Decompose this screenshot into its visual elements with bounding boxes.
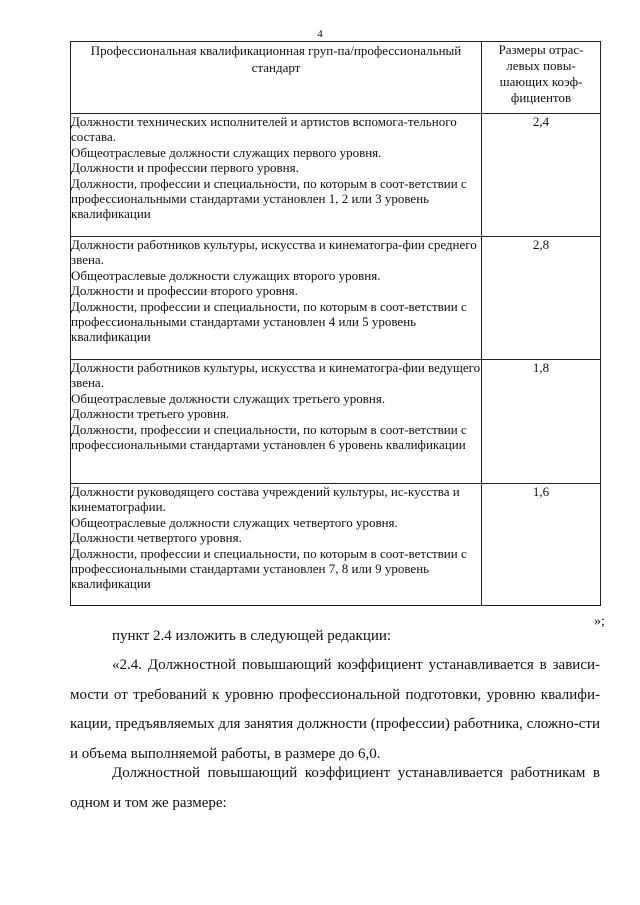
row-paragraph: Должности четвертого уровня. (71, 530, 242, 546)
paragraph-same-size: Должностной повышающий коэффициент устанавливается работникам в одном и том же размере: (70, 765, 600, 811)
row-paragraph: Должности работников культуры, искусства и кинематогра-фии ведущего звена. (71, 360, 481, 391)
table-row (71, 484, 601, 606)
row-paragraph: Должности, профессии и специальности, по которым в соот-ветствии с профессиональными стандартами установлен 7, 8 или 9 уровень квалификации (71, 545, 467, 592)
row-paragraph: Общеотраслевые должности служащих четвертого уровня. (71, 514, 398, 530)
row-paragraph: Должности руководящего состава учреждений культуры, ис-кусства и кинематографии. (71, 484, 460, 515)
row-paragraph: Общеотраслевые должности служащих третьего уровня. (71, 390, 386, 406)
row-coefficient-value: 2,4 (482, 114, 601, 237)
row-description (71, 114, 482, 237)
quote-close-mark: »; (594, 614, 605, 629)
row-description (71, 484, 482, 606)
row-paragraph: Общеотраслевые должности служащих второго уровня. (71, 267, 381, 283)
row-paragraph: Должности, профессии и специальности, по которым в соот-ветствии с профессиональными стандартами установлен 4 или 5 уровень квалификации (71, 298, 467, 345)
table-row (71, 360, 601, 484)
row-paragraph: Должности третьего уровня. (71, 406, 230, 422)
row-description (71, 360, 482, 484)
row-paragraph: Должности работников культуры, искусства и кинематогра-фии среднего звена. (71, 237, 477, 268)
header-group-standard: Профессиональная квалификационная груп-па/профессиональный стандарт (71, 42, 482, 114)
paragraph-clause-2-4: «2.4. Должностной повышающий коэффициент устанавливается в зависи-мости от требований к уровню профессиональной подготовки, уровню квалифи-кации, предъявляемых для занятия должности (профессии) работника, сложно-сти и объема выполняемой работы, в размере до 6,0. (70, 657, 600, 762)
row-coefficient-value: 2,8 (482, 237, 601, 360)
row-paragraph: Должности и профессии второго уровня. (71, 283, 298, 299)
row-paragraph: Общеотраслевые должности служащих первого уровня. (71, 144, 382, 160)
header-coefficient: Размеры отрас-левых повы-шающих коэф-фициентов (482, 42, 601, 114)
row-paragraph: Должности, профессии и специальности, по которым в соот-ветствии с профессиональными стандартами установлен 1, 2 или 3 уровень квалификации (71, 175, 467, 222)
table-header-row (71, 42, 601, 114)
row-paragraph: Должности, профессии и специальности, по которым в соот-ветствии с профессиональными стандартами установлен 6 уровень квалификации (71, 421, 467, 453)
table-row (71, 237, 601, 360)
paragraph-instruction: пункт 2.4 изложить в следующей редакции: (112, 628, 392, 644)
page-number: 4 (317, 28, 323, 40)
row-paragraph: Должности технических исполнителей и артистов вспомога-тельного состава. (71, 114, 457, 145)
row-coefficient-value: 1,6 (482, 484, 601, 606)
row-coefficient-value: 1,8 (482, 360, 601, 484)
table-row (71, 114, 601, 237)
row-paragraph: Должности и профессии первого уровня. (71, 160, 299, 176)
row-description (71, 237, 482, 360)
qualification-table (70, 41, 601, 606)
